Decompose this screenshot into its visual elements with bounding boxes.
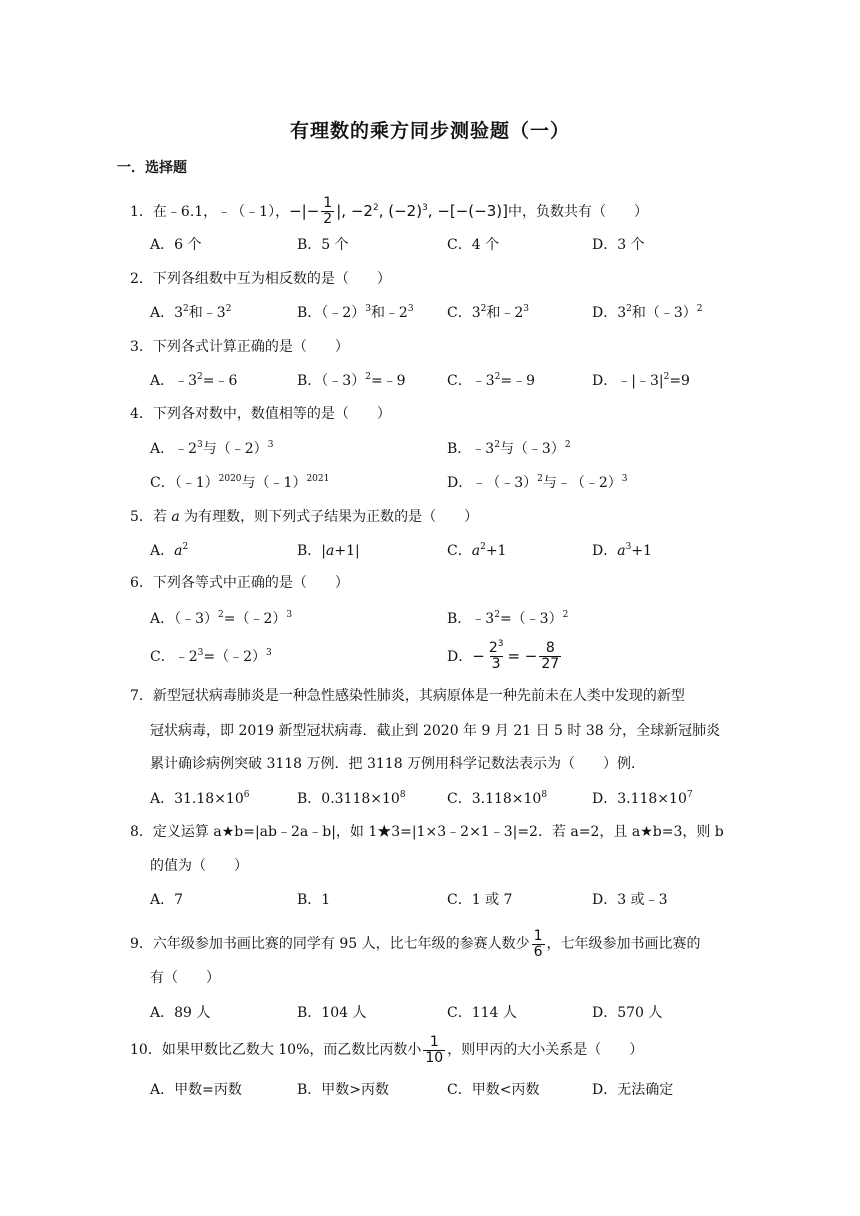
question-1-option-b[interactable]: B．5 个 (297, 237, 349, 253)
question-8-option-c[interactable]: C．1 或 7 (447, 892, 513, 908)
fraction-eight-over-twenty-seven: $\frac{8}{27}$ (541, 640, 560, 672)
question-8-line-1: 8．定义运算 a★b=|ab﹣2a﹣b|，如 1★3=|1×3﹣2×1﹣3|=2．若 a=2，且 a★b=3，则 b (130, 824, 724, 840)
question-7-option-c[interactable]: C．$3.118\times 10^8$ (447, 790, 548, 807)
question-5-option-d[interactable]: D．$a^3+1$ (592, 542, 652, 559)
question-2-option-c[interactable]: C．$3^2$和$﹣2^3$ (447, 304, 530, 321)
question-8-option-a[interactable]: A．7 (150, 892, 184, 908)
question-7-option-b[interactable]: B．$0.3118\times 10^8$ (297, 790, 406, 807)
question-9-option-c[interactable]: C．114 人 (447, 1005, 517, 1021)
question-8-line-2: 的值为（ ） (150, 858, 248, 874)
fraction-one-tenth: $\frac{1}{10}$ (425, 1033, 444, 1066)
question-2-stem: 2．下列各组数中互为相反数的是（ ） (130, 271, 391, 287)
question-5-option-c[interactable]: C．$a^2+1$ (447, 542, 507, 559)
question-1-option-c[interactable]: C．4 个 (447, 237, 500, 253)
question-10-option-d[interactable]: D．无法确定 (592, 1082, 674, 1098)
question-5-option-b[interactable]: B．|a+1| (297, 543, 360, 559)
question-1-option-d[interactable]: D．3 个 (592, 237, 645, 253)
question-4-option-d[interactable]: D．﹣（﹣3）$^2$与﹣（﹣2）$^3$ (447, 474, 628, 491)
question-9-option-b[interactable]: B．104 人 (297, 1005, 367, 1021)
fraction-one-sixth: $\frac{1}{6}$ (533, 927, 543, 960)
question-6-option-b[interactable]: B．$﹣3^2=(﹣3)^2$ (447, 610, 569, 627)
question-7-line-2: 冠状病毒，即 2019 新型冠状病毒．截止到 2020 年 9 月 21 日 5 时 38 分，全球新冠肺炎 (150, 723, 721, 739)
question-6-option-c[interactable]: C．$﹣2^3=(﹣2)^3$ (150, 648, 272, 665)
question-4-option-c[interactable]: C．（﹣1）$^{2020}$与（﹣1）$^{2021}$ (150, 474, 330, 491)
question-6-option-a[interactable]: A．（﹣3）$^2$=（﹣2）$^3$ (150, 610, 293, 627)
question-9-line-1: 9．六年级参加书画比赛的同学有 95 人，比七年级的参赛人数少 $\frac{1}{6}$ ，七年级参加书画比赛的 (130, 927, 701, 960)
question-8-option-b[interactable]: B．1 (297, 892, 331, 908)
page-title: 有理数的乘方同步测验题（一） (289, 120, 570, 142)
question-10-option-a[interactable]: A．甲数=丙数 (150, 1082, 242, 1098)
question-4-option-a[interactable]: A．$﹣2^3$与（﹣2）$^3$ (150, 440, 274, 457)
question-5-option-a[interactable]: A．$a^2$ (150, 542, 189, 559)
question-1-stem: 1．在﹣6.1，﹣（﹣1），−|− $\frac{1}{2}$ |, $-2^2$, $(-2)^3$, −[−(−3)]中，负数共有（ ） (130, 195, 648, 227)
question-4-stem: 4．下列各对数中，数值相等的是（ ） (130, 406, 391, 422)
question-9-line-2: 有（ ） (150, 970, 220, 986)
question-3-option-c[interactable]: C．$﹣3^2=﹣9$ (447, 372, 535, 389)
question-7-line-3: 累计确诊病例突破 3118 万例．把 3118 万例用科学记数法表示为（ ）例． (150, 756, 646, 772)
question-1-option-a[interactable]: A．6 个 (150, 237, 202, 253)
question-7-option-d[interactable]: D．$3.118\times 10^7$ (592, 790, 693, 807)
question-10-option-b[interactable]: B．甲数>丙数 (297, 1082, 390, 1098)
question-9-option-d[interactable]: D．570 人 (592, 1005, 663, 1021)
question-6-stem: 6．下列各等式中正确的是（ ） (130, 575, 349, 591)
question-4-option-b[interactable]: B．$﹣3^2$与（﹣3）$^2$ (447, 440, 571, 457)
question-5-stem: 5．若 a 为有理数，则下列式子结果为正数的是（ ） (130, 509, 479, 525)
fraction-two-cubed-over-three: $\frac{2^3}{3}$ (488, 639, 504, 672)
question-9-option-a[interactable]: A．89 人 (150, 1005, 211, 1021)
question-2-option-b[interactable]: B．（﹣2）$^3$和$﹣2^3$ (297, 304, 414, 321)
question-7-line-1: 7．新型冠状病毒肺炎是一种急性感染性肺炎，其病原体是一种先前未在人类中发现的新型 (130, 688, 685, 704)
question-10-option-c[interactable]: C．甲数<丙数 (447, 1082, 540, 1098)
question-8-option-d[interactable]: D．3 或﹣3 (592, 892, 668, 908)
question-3-option-d[interactable]: D．$﹣|﹣3|^2=9$ (592, 372, 690, 389)
question-6-option-d[interactable]: D．− $\frac{2^3}{3}$ = − $\frac{8}{27}$ (447, 639, 560, 672)
question-3-option-b[interactable]: B．（﹣3）$^2$=﹣9 (297, 372, 406, 389)
section-heading: 一．选择题 (117, 160, 187, 176)
question-3-option-a[interactable]: A．$﹣3^2=﹣6$ (150, 372, 238, 389)
question-10-line-1: 10．如果甲数比乙数大 10%，而乙数比丙数小 $\frac{1}{10}$ ，则甲丙的大小关系是（ ） (130, 1033, 644, 1066)
question-2-option-d[interactable]: D．$3^2$和（﹣3）$^2$ (592, 304, 703, 321)
fraction-one-half: $\frac{1}{2}$ (323, 195, 333, 227)
question-7-option-a[interactable]: A．$31.18\times 10^6$ (150, 790, 250, 807)
question-2-option-a[interactable]: A．$3^2$和$﹣3^2$ (150, 304, 232, 321)
question-3-stem: 3．下列各式计算正确的是（ ） (130, 339, 349, 355)
